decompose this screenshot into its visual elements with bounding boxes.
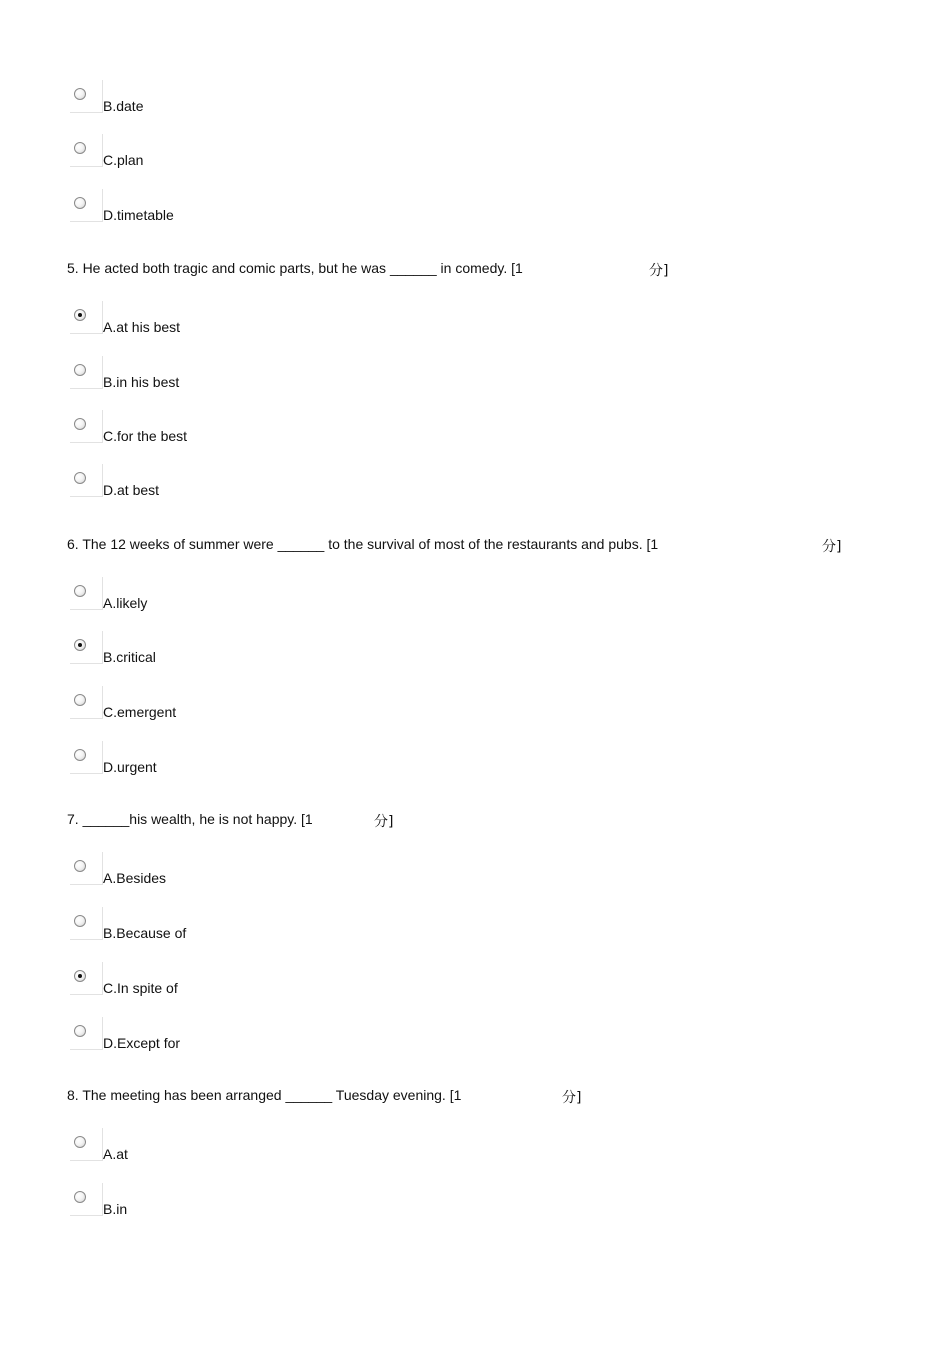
- radio-button[interactable]: [74, 1136, 86, 1148]
- radio-button[interactable]: [74, 1025, 86, 1037]
- option-label: A.at: [103, 1146, 128, 1162]
- score-unit: 分]: [822, 539, 842, 555]
- radio-frame: [70, 464, 103, 497]
- radio-frame: [70, 410, 103, 443]
- question-stem: 8. The meeting has been arranged ______ Tuesday evening. [1: [67, 1087, 462, 1103]
- radio-frame: [70, 741, 103, 774]
- q4-option-d[interactable]: [70, 189, 370, 237]
- question-5: [67, 260, 669, 279]
- option-label: A.Besides: [103, 870, 167, 886]
- radio-button[interactable]: [74, 915, 86, 927]
- q4-option-b[interactable]: [70, 80, 370, 128]
- radio-button[interactable]: [74, 197, 86, 209]
- radio-frame: [70, 301, 103, 334]
- q7-option-b[interactable]: [70, 907, 370, 955]
- q4-option-c[interactable]: [70, 134, 370, 182]
- q5-option-d[interactable]: [70, 464, 370, 512]
- radio-button[interactable]: [74, 142, 86, 154]
- option-label: C.emergent: [103, 704, 177, 720]
- q7-option-c[interactable]: [70, 962, 370, 1010]
- score-unit: 分]: [562, 1090, 582, 1106]
- option-label: B.in his best: [103, 374, 180, 390]
- radio-button[interactable]: [74, 364, 86, 376]
- option-label: C.In spite of: [103, 980, 178, 996]
- score-unit: 分]: [374, 814, 394, 830]
- radio-frame: [70, 577, 103, 610]
- q5-option-a[interactable]: [70, 301, 370, 349]
- q6-option-d[interactable]: [70, 741, 370, 789]
- radio-frame: [70, 356, 103, 389]
- radio-frame: [70, 907, 103, 940]
- q6-option-c[interactable]: [70, 686, 370, 734]
- radio-frame: [70, 134, 103, 167]
- option-label: C.for the best: [103, 428, 188, 444]
- radio-frame: [70, 1128, 103, 1161]
- radio-frame: [70, 686, 103, 719]
- radio-button[interactable]: [74, 88, 86, 100]
- option-label: B.date: [103, 98, 144, 114]
- option-label: D.urgent: [103, 759, 157, 775]
- radio-button[interactable]: [74, 860, 86, 872]
- radio-button-checked[interactable]: [74, 309, 86, 321]
- radio-frame: [70, 852, 103, 885]
- q7-option-d[interactable]: [70, 1017, 370, 1065]
- q5-option-c[interactable]: [70, 410, 370, 458]
- option-label: A.likely: [103, 595, 148, 611]
- radio-button[interactable]: [74, 749, 86, 761]
- option-label: A.at his best: [103, 319, 181, 335]
- question-8: [67, 1087, 582, 1106]
- q7-option-a[interactable]: [70, 852, 370, 900]
- radio-frame: [70, 1017, 103, 1050]
- q8-option-b[interactable]: [70, 1183, 370, 1231]
- radio-frame: [70, 189, 103, 222]
- q6-option-b[interactable]: [70, 631, 370, 679]
- radio-button-checked[interactable]: [74, 970, 86, 982]
- option-label: D.at best: [103, 482, 160, 498]
- score-unit: 分]: [649, 263, 669, 279]
- option-label: D.Except for: [103, 1035, 181, 1051]
- radio-frame: [70, 962, 103, 995]
- option-label: B.critical: [103, 649, 156, 665]
- q8-option-a[interactable]: [70, 1128, 370, 1176]
- radio-frame: [70, 631, 103, 664]
- radio-button[interactable]: [74, 694, 86, 706]
- option-label: B.Because of: [103, 925, 187, 941]
- radio-frame: [70, 80, 103, 113]
- radio-button[interactable]: [74, 472, 86, 484]
- radio-button[interactable]: [74, 1191, 86, 1203]
- q5-option-b[interactable]: [70, 356, 370, 404]
- option-label: C.plan: [103, 152, 144, 168]
- radio-button[interactable]: [74, 585, 86, 597]
- option-label: B.in: [103, 1201, 128, 1217]
- radio-frame: [70, 1183, 103, 1216]
- question-6: [67, 536, 842, 555]
- question-stem: 6. The 12 weeks of summer were ______ to the survival of most of the restaurants and pubs. [1: [67, 536, 659, 552]
- radio-button[interactable]: [74, 418, 86, 430]
- question-stem: 5. He acted both tragic and comic parts, but he was ______ in comedy. [1: [67, 260, 523, 276]
- option-label: D.timetable: [103, 207, 174, 223]
- question-stem: 7. ______his wealth, he is not happy. [1: [67, 811, 313, 827]
- radio-button-checked[interactable]: [74, 639, 86, 651]
- question-7: [67, 811, 394, 830]
- q6-option-a[interactable]: [70, 577, 370, 625]
